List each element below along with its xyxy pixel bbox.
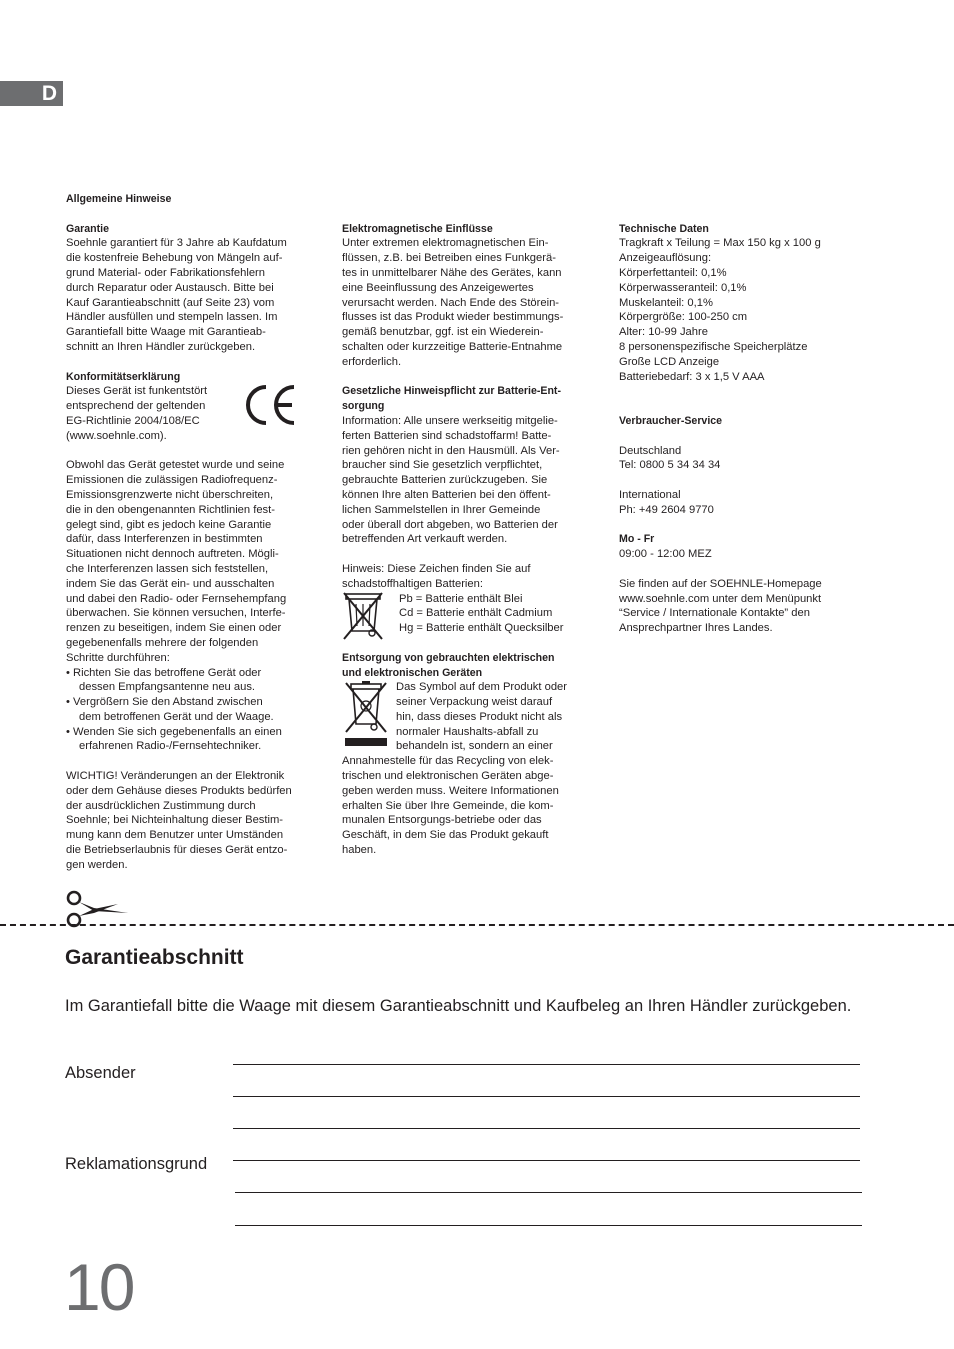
battery-text: Information: Alle unsere werkseitig mitgelie- ferten Batterien sind schadstoffarm! Batte- rien gehören nicht in den Hausmüll. Als Ver- braucher sind Sie gesetzlich verpflichtet, gebrauchte Batterien zurückzugeben. Sie können Ihre alten Batterien bei den öffent- lichen Sammelstellen in Ihrer Gemeinde oder überall dort abgeben, wo Batterien der betreffenden Art verkauft werden. — [342, 414, 560, 546]
section-title-emc: Elektromagnetische Einflüsse — [342, 222, 493, 235]
coupon-title: Garantieabschnitt — [65, 946, 244, 969]
section-title-conformity: Konformitätserklärung — [66, 370, 181, 383]
chem-pb: Pb = Batterie enthält Blei — [399, 592, 523, 605]
sender-label: Absender — [65, 1064, 136, 1082]
weee-block — [342, 680, 588, 754]
chem-cd: Cd = Batterie enthält Cadmium — [399, 607, 553, 620]
section-title-weee: Entsorgung von gebrauchten elektrischen und elektronischen Geräten — [342, 651, 555, 679]
website-text: Sie finden auf der SOEHNLE-Homepage www.soehnle.com unter dem Menüpunkt “Service / Internationale Kontakte” den Ansprechpartner Ihres Landes. — [619, 577, 822, 635]
sender-field-line[interactable] — [233, 1096, 860, 1097]
cut-line — [0, 924, 954, 926]
language-tab-label: D — [41, 82, 57, 105]
tech-text: Tragkraft x Teilung = Max 150 kg x 100 g Anzeigeauflösung: Körperfettanteil: 0,1% Körperwasseranteil: 0,1% Muskelanteil: 0,1% Körpergröße: 100-250 cm Alter: 10-99 Jahre 8 personenspezifische Speicherplätze Große LCD Anzeige Batteriebedarf: 3 x 1,5 V AAA — [619, 237, 821, 383]
section-title-service: Verbraucher-Service — [619, 414, 723, 427]
emc-text: Unter extremen elektromagnetischen Ein- flüssen, z.B. bei Betreiben eines Funkgerä- tes in unmittelbarer Nähe des Gerätes, kann eine Beeinflussung des Anzeigewertes verursacht werden. Nach Ende des Störein- flusses ist das Produkt wieder bestimmungs- gemäß benutzbar, ggf. ist ein Wiederein- schalten oder kurzzeitige Batterie-Entnahme erforderlich. — [342, 237, 564, 368]
hours-title: Mo - Fr — [619, 533, 655, 546]
section-title-battery: Gesetzliche Hinweispflicht zur Batterie-Ent- sorgung — [342, 385, 561, 413]
section-title-tech: Technische Daten — [619, 222, 709, 235]
weee-text-rest: Annahmestelle für das Recycling von elek- trischen und elektronischen Geräten abge- geben werden muss. Weitere Informationen erhalten Sie über Ihre Gemeinde, die kom- munalen Entsorgungs-betriebe oder das Geschäft, in dem Sie das Produkt gekauft haben. — [342, 755, 559, 857]
weee-text-side: Das Symbol auf dem Produkt oder seiner Verpackung weist darauf hin, dass dieses Produkt nicht als normaler Haushalts-abfall zu behandeln ist, sondern an einer — [396, 681, 568, 753]
warranty-text: Soehnle garantiert für 3 Jahre ab Kaufdatum die kostenfreie Behebung von Mängeln auf- grund Material- oder Fabrikationsfehlern durch Reparatur oder Austausch. Bitte bei Kauf Garantieabschnitt (auf Seite 23) vom Händler ausfüllen und stempeln lassen. Im Garantiefall bitte Waage mit Garantieab- schnitt an Ihren Händler zurückgeben. — [66, 237, 287, 353]
service-germany: Deutschland Tel: 0800 5 34 34 34 — [619, 444, 721, 472]
column-tech-data — [619, 192, 865, 636]
hours-text: 09:00 - 12:00 MEZ — [619, 548, 712, 561]
battery-symbol-block — [342, 592, 588, 636]
chem-hg: Hg = Batterie enthält Quecksilber — [399, 622, 564, 635]
crossed-bin-icon — [342, 591, 384, 641]
list-item: • Wenden Sie sich gegebenenfalls an einen erfahrenen Radio-/Fernsehtechniker. — [66, 725, 282, 753]
weee-bin-icon — [342, 680, 390, 748]
important-text: WICHTIG! Veränderungen an der Elektronik oder dem Gehäuse dieses Produkts bedürfen der ausdrücklichen Zustimmung durch Soehnle; bei Nichteinhaltung dieser Bestim- mung kann dem Benutzer unter Umständen die Betriebserlaubnis für dieses Gerät entzo- gen werden. — [66, 770, 292, 871]
hint-text: Hinweis: Diese Zeichen finden Sie auf schadstoffhaltigen Batterien: — [342, 562, 531, 590]
reason-label: Reklamationsgrund — [65, 1155, 208, 1173]
section-heading-general: Allgemeine Hinweise — [66, 193, 172, 205]
column-general-notes — [66, 192, 312, 873]
reason-field-line[interactable] — [235, 1192, 862, 1193]
conformity-text: Dieses Gerät ist funkentstört entsprechend der geltenden EG-Richtlinie 2004/108/EC (www.soehnle.com). — [66, 385, 208, 442]
page-number: 10 — [64, 1250, 134, 1324]
ce-mark-icon — [242, 382, 298, 428]
sender-field-line[interactable] — [233, 1064, 860, 1065]
list-item: • Vergrößern Sie den Abstand zwischen dem betroffenen Gerät und der Waage. — [66, 696, 274, 723]
list-item: • Richten Sie das betroffene Gerät oder dessen Empfangsantenne neu aus. — [66, 666, 262, 694]
reason-field-line[interactable] — [235, 1225, 862, 1226]
column-disposal — [342, 192, 588, 858]
emission-text: Obwohl das Gerät getestet wurde und seine Emissionen die zulässigen Radiofrequenz- Emissionsgrenzwerte nicht überschreiten, die in den obengenannten Richtlinien fest- gelegt sind, gibt es jedoch keine Garantie dafür, dass Interferenzen in bestimmten Situationen nicht dennoch auftreten. Mögli- che Interferenzen lassen sich feststellen, indem Sie das Gerät ein- und ausschalten und dabei den Radio- oder Fernsehempfang überwachen. Sie können versuchen, Interfe- renzen zu beseitigen, indem Sie einen oder gegebenenfalls mehrere der folgenden Schritte durchführen: — [66, 459, 287, 664]
reason-field-line[interactable] — [233, 1160, 860, 1161]
sender-field-line[interactable] — [233, 1128, 860, 1129]
coupon-text: Im Garantiefall bitte die Waage mit diesem Garantieabschnitt und Kaufbeleg an Ihren Händler zurückgeben. — [65, 997, 852, 1015]
scissors-icon — [64, 889, 130, 929]
language-tab — [0, 81, 63, 106]
conformity-block — [66, 384, 312, 443]
section-title-warranty: Garantie — [66, 222, 109, 235]
service-international: International Ph: +49 2604 9770 — [619, 488, 714, 516]
